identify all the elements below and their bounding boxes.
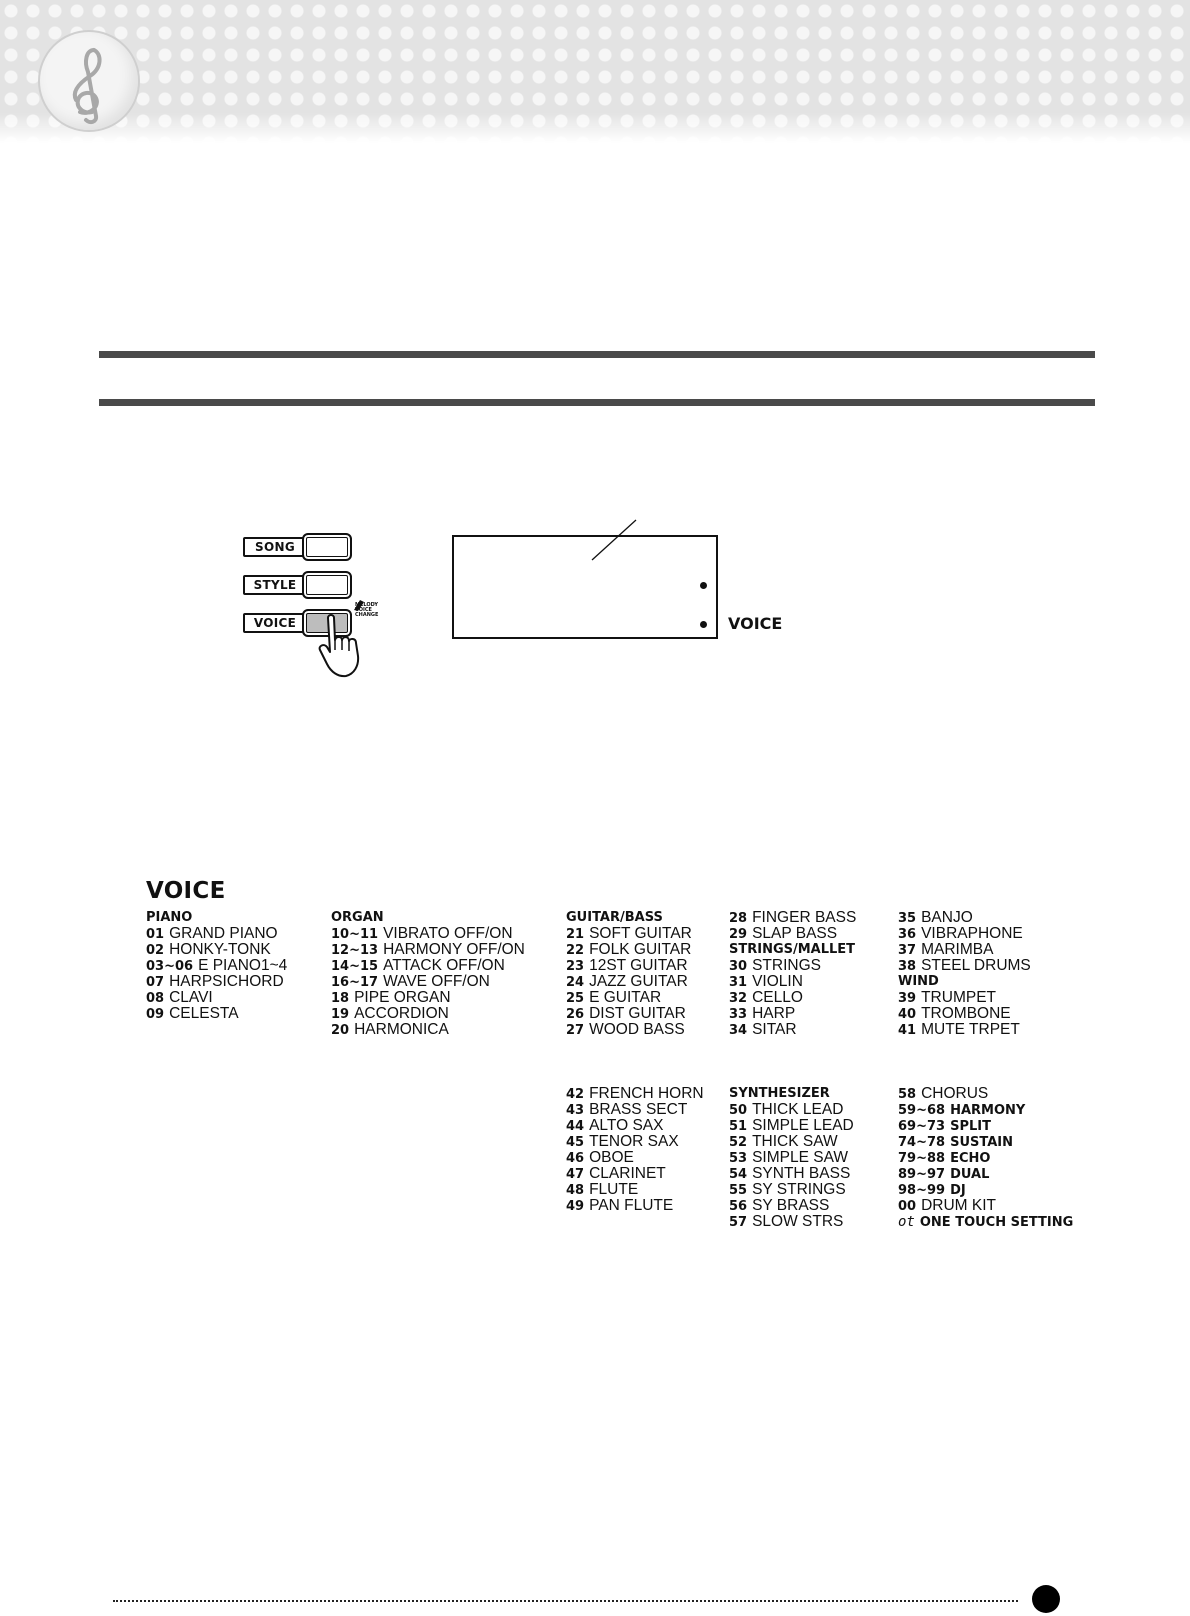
voice-entry xyxy=(898,942,1031,958)
voice-entry xyxy=(898,1086,1073,1102)
voice-name: VIOLIN xyxy=(752,973,803,990)
voice-number: 56 xyxy=(729,1199,748,1214)
voice-entry xyxy=(729,1134,854,1150)
voice-entry xyxy=(566,1182,704,1198)
voice-name: HARPSICHORD xyxy=(169,973,284,990)
voice-name: BANJO xyxy=(921,909,973,926)
voice-category-heading: ORGAN xyxy=(331,910,384,925)
voice-entry xyxy=(729,1198,854,1214)
voice-name: STEEL DRUMS xyxy=(921,957,1031,974)
voice-entry xyxy=(331,926,525,942)
voice-category-heading: SYNTHESIZER xyxy=(729,1086,830,1101)
pressing-finger-icon xyxy=(318,614,368,678)
voice-category-heading: WIND xyxy=(898,974,939,989)
voice-entry xyxy=(566,1006,692,1022)
voice-name: SLAP BASS xyxy=(752,925,838,942)
voice-name: E GUITAR xyxy=(589,989,662,1006)
voice-column xyxy=(729,1086,854,1230)
voice-name: SYNTH BASS xyxy=(752,1165,851,1182)
voice-entry xyxy=(146,942,287,958)
voice-name: CHORUS xyxy=(921,1085,989,1102)
voice-name: ECHO xyxy=(950,1151,991,1166)
voice-name: CELESTA xyxy=(169,1005,239,1022)
voice-number: 19 xyxy=(331,1007,350,1022)
voice-number: 02 xyxy=(146,943,165,958)
voice-number: 34 xyxy=(729,1023,748,1038)
voice-column xyxy=(898,910,1031,1038)
voice-name: E PIANO1~4 xyxy=(198,957,288,974)
style-button[interactable] xyxy=(302,571,352,599)
voice-entry xyxy=(566,926,692,942)
voice-name: GRAND PIANO xyxy=(169,925,278,942)
lcd-voice-indicator-dot xyxy=(700,621,707,628)
voice-entry xyxy=(331,990,525,1006)
voice-column xyxy=(146,910,287,1022)
voice-entry xyxy=(898,1198,1073,1214)
voice-entry xyxy=(898,1166,1073,1182)
voice-number: 48 xyxy=(566,1183,585,1198)
voice-list-title: VOICE xyxy=(146,878,226,904)
voice-entry xyxy=(146,926,287,942)
voice-entry xyxy=(146,990,287,1006)
voice-number: 31 xyxy=(729,975,748,990)
song-button[interactable] xyxy=(302,533,352,561)
voice-number: 41 xyxy=(898,1023,917,1038)
voice-number: 98~99 xyxy=(898,1183,946,1198)
voice-number: 03~06 xyxy=(146,959,194,974)
voice-name: ALTO SAX xyxy=(589,1117,664,1134)
voice-name: HARMONICA xyxy=(354,1021,449,1038)
song-label: SONG xyxy=(243,537,307,557)
display-voice-label: VOICE xyxy=(728,614,783,633)
voice-name: TENOR SAX xyxy=(589,1133,679,1150)
voice-number: 20 xyxy=(331,1023,350,1038)
voice-name: DRUM KIT xyxy=(921,1197,997,1214)
voice-number: 21 xyxy=(566,927,585,942)
voice-number: 89~97 xyxy=(898,1167,946,1182)
voice-entry xyxy=(146,974,287,990)
voice-label: VOICE xyxy=(243,613,307,633)
voice-name: SY BRASS xyxy=(752,1197,830,1214)
voice-number: 00 xyxy=(898,1199,917,1214)
voice-entry xyxy=(898,958,1031,974)
voice-entry xyxy=(898,926,1031,942)
voice-column xyxy=(729,910,856,1038)
voice-name: TROMBONE xyxy=(921,1005,1011,1022)
voice-number: 18 xyxy=(331,991,350,1006)
voice-name: SY STRINGS xyxy=(752,1181,846,1198)
voice-name: HARP xyxy=(752,1005,796,1022)
voice-entry xyxy=(566,1022,692,1038)
voice-name: WAVE OFF/ON xyxy=(383,973,490,990)
style-label: STYLE xyxy=(243,575,307,595)
voice-entry xyxy=(566,942,692,958)
voice-entry xyxy=(729,1102,854,1118)
voice-number: 58 xyxy=(898,1087,917,1102)
section-rule-bottom xyxy=(99,399,1095,406)
voice-number: 07 xyxy=(146,975,165,990)
voice-entry xyxy=(566,1150,704,1166)
voice-entry xyxy=(331,958,525,974)
voice-number: 10~11 xyxy=(331,927,379,942)
voice-entry xyxy=(898,1022,1031,1038)
footer-dotted-rule xyxy=(113,1600,1018,1602)
voice-number: 47 xyxy=(566,1167,585,1182)
voice-entry xyxy=(729,1022,856,1038)
voice-entry xyxy=(729,1166,854,1182)
voice-number: 37 xyxy=(898,943,917,958)
voice-entry xyxy=(898,1134,1073,1150)
voice-entry xyxy=(729,974,856,990)
voice-name: OBOE xyxy=(589,1149,634,1166)
voice-entry xyxy=(898,1214,1073,1230)
voice-number: 43 xyxy=(566,1103,585,1118)
voice-number: 29 xyxy=(729,927,748,942)
voice-name: ATTACK OFF/ON xyxy=(383,957,505,974)
voice-number: 09 xyxy=(146,1007,165,1022)
voice-name: DUAL xyxy=(950,1167,990,1182)
voice-entry xyxy=(146,1006,287,1022)
voice-number: 45 xyxy=(566,1135,585,1150)
voice-number: 46 xyxy=(566,1151,585,1166)
voice-number: 51 xyxy=(729,1119,748,1134)
callout-line xyxy=(590,518,640,564)
voice-name: BRASS SECT xyxy=(589,1101,688,1118)
voice-number: 25 xyxy=(566,991,585,1006)
voice-category-heading: STRINGS/MALLET xyxy=(729,942,856,957)
voice-name: SUSTAIN xyxy=(950,1135,1013,1150)
voice-entry xyxy=(566,1086,704,1102)
voice-entry xyxy=(729,926,856,942)
voice-name: MARIMBA xyxy=(921,941,994,958)
voice-name: CLARINET xyxy=(589,1165,666,1182)
voice-number: 08 xyxy=(146,991,165,1006)
voice-number: 57 xyxy=(729,1215,748,1230)
voice-number: 36 xyxy=(898,927,917,942)
voice-number: 44 xyxy=(566,1119,585,1134)
voice-name: FLUTE xyxy=(589,1181,639,1198)
voice-number: 22 xyxy=(566,943,585,958)
voice-number: 12~13 xyxy=(331,943,379,958)
voice-number: 55 xyxy=(729,1183,748,1198)
voice-entry xyxy=(566,1166,704,1182)
voice-name: FRENCH HORN xyxy=(589,1085,704,1102)
voice-name: CLAVI xyxy=(169,989,213,1006)
voice-name: HARMONY xyxy=(950,1103,1026,1118)
voice-entry xyxy=(566,990,692,1006)
voice-name: 12ST GUITAR xyxy=(589,957,688,974)
voice-number: 32 xyxy=(729,991,748,1006)
voice-name: SPLIT xyxy=(950,1119,991,1134)
voice-number: 23 xyxy=(566,959,585,974)
voice-name: HONKY-TONK xyxy=(169,941,271,958)
voice-entry xyxy=(898,1182,1073,1198)
voice-name: MUTE TRPET xyxy=(921,1021,1020,1038)
voice-number: 50 xyxy=(729,1103,748,1118)
voice-number: 26 xyxy=(566,1007,585,1022)
voice-entry xyxy=(729,990,856,1006)
voice-entry xyxy=(566,1198,704,1214)
voice-number: 52 xyxy=(729,1135,748,1150)
voice-name: PIPE ORGAN xyxy=(354,989,451,1006)
voice-number: 79~88 xyxy=(898,1151,946,1166)
voice-column xyxy=(566,1086,704,1214)
voice-entry xyxy=(898,1006,1031,1022)
voice-entry xyxy=(729,1214,854,1230)
lcd-indicator-dot xyxy=(700,582,707,589)
section-rule-top xyxy=(99,351,1095,358)
voice-number: 40 xyxy=(898,1007,917,1022)
treble-clef-icon xyxy=(38,30,140,132)
voice-button-sublabels: MELODY VOICE CHANGE xyxy=(355,602,379,618)
voice-number: 16~17 xyxy=(331,975,379,990)
voice-name: SIMPLE SAW xyxy=(752,1149,848,1166)
voice-name: THICK SAW xyxy=(752,1133,838,1150)
voice-entry xyxy=(729,1118,854,1134)
voice-name: VIBRATO OFF/ON xyxy=(383,925,513,942)
voice-entry xyxy=(566,1102,704,1118)
voice-number: 01 xyxy=(146,927,165,942)
voice-number: 35 xyxy=(898,911,917,926)
voice-name: FOLK GUITAR xyxy=(589,941,692,958)
voice-number: 49 xyxy=(566,1199,585,1214)
voice-column xyxy=(566,910,692,1038)
voice-entry xyxy=(898,1150,1073,1166)
voice-name: PAN FLUTE xyxy=(589,1197,674,1214)
voice-number: 33 xyxy=(729,1007,748,1022)
voice-entry xyxy=(566,1118,704,1134)
voice-entry xyxy=(898,910,1031,926)
voice-entry xyxy=(898,1118,1073,1134)
voice-number: 54 xyxy=(729,1167,748,1182)
voice-number: 53 xyxy=(729,1151,748,1166)
voice-name: DIST GUITAR xyxy=(589,1005,686,1022)
voice-number: 38 xyxy=(898,959,917,974)
voice-number: 59~68 xyxy=(898,1103,946,1118)
voice-name: SIMPLE LEAD xyxy=(752,1117,854,1134)
voice-name: HARMONY OFF/ON xyxy=(383,941,525,958)
lcd-display xyxy=(452,535,718,639)
voice-entry xyxy=(729,1182,854,1198)
voice-entry xyxy=(331,1006,525,1022)
voice-number: 30 xyxy=(729,959,748,974)
voice-entry xyxy=(729,958,856,974)
voice-entry xyxy=(146,958,287,974)
voice-category-heading: PIANO xyxy=(146,910,193,925)
voice-entry xyxy=(566,958,692,974)
voice-number: 27 xyxy=(566,1023,585,1038)
voice-name: THICK LEAD xyxy=(752,1101,844,1118)
voice-name: WOOD BASS xyxy=(589,1021,685,1038)
voice-name: TRUMPET xyxy=(921,989,997,1006)
voice-name: FINGER BASS xyxy=(752,909,857,926)
voice-entry xyxy=(898,990,1031,1006)
voice-entry xyxy=(566,974,692,990)
voice-name: SITAR xyxy=(752,1021,797,1038)
voice-number: 24 xyxy=(566,975,585,990)
voice-number: 42 xyxy=(566,1087,585,1102)
voice-number: 39 xyxy=(898,991,917,1006)
voice-number: 69~73 xyxy=(898,1119,946,1134)
voice-name: DJ xyxy=(950,1183,966,1198)
voice-name: JAZZ GUITAR xyxy=(589,973,688,990)
voice-name: SOFT GUITAR xyxy=(589,925,692,942)
voice-name: STRINGS xyxy=(752,957,821,974)
page-number-badge xyxy=(1032,1585,1060,1613)
voice-entry xyxy=(898,1102,1073,1118)
voice-entry xyxy=(729,1150,854,1166)
voice-entry xyxy=(566,1134,704,1150)
voice-entry xyxy=(729,1006,856,1022)
voice-number: 14~15 xyxy=(331,959,379,974)
voice-name: VIBRAPHONE xyxy=(921,925,1023,942)
voice-entry xyxy=(729,910,856,926)
voice-name: CELLO xyxy=(752,989,803,1006)
header-band xyxy=(0,0,1190,143)
voice-column xyxy=(331,910,525,1038)
voice-number: 28 xyxy=(729,911,748,926)
voice-name: ONE TOUCH SETTING xyxy=(919,1215,1074,1230)
voice-category-heading: GUITAR/BASS xyxy=(566,910,663,925)
voice-number: 74~78 xyxy=(898,1135,946,1150)
voice-entry xyxy=(331,1022,525,1038)
voice-number: ot xyxy=(898,1214,915,1230)
voice-column xyxy=(898,1086,1073,1230)
voice-entry xyxy=(331,942,525,958)
voice-entry xyxy=(331,974,525,990)
voice-name: ACCORDION xyxy=(354,1005,449,1022)
voice-name: SLOW STRS xyxy=(752,1213,844,1230)
